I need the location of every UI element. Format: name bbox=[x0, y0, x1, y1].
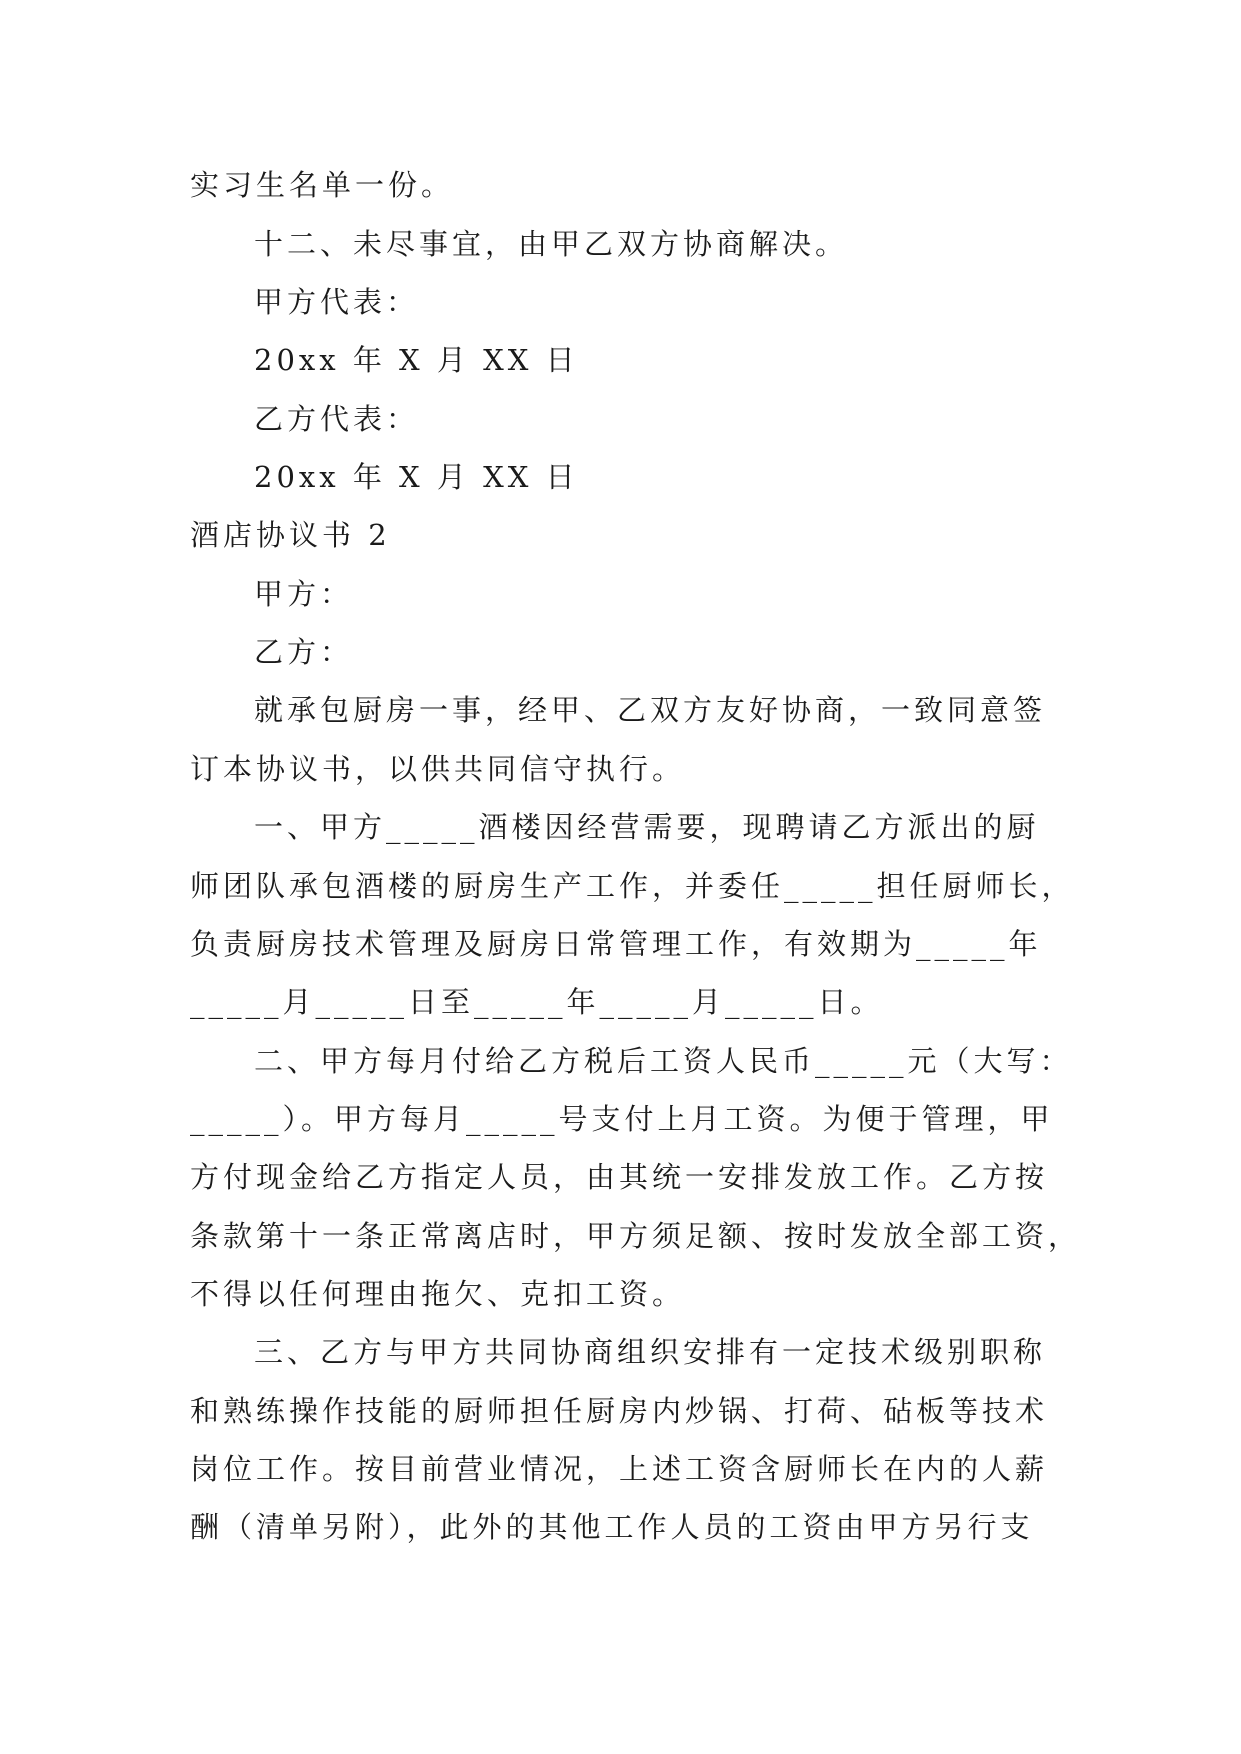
text-line-1: 实习生名单一份。 bbox=[190, 168, 455, 202]
text-line-16: 二、甲方每月付给乙方税后工资人民币_____元（大写： bbox=[254, 1044, 1073, 1078]
text-line-5: 乙方代表： bbox=[254, 402, 420, 436]
text-line-15: _____月_____日至_____年_____月_____日。 bbox=[190, 985, 884, 1019]
text-line-20: 不得以任何理由拖欠、克扣工资。 bbox=[190, 1277, 686, 1311]
text-line-11: 订本协议书，以供共同信守执行。 bbox=[190, 752, 686, 786]
text-line-8: 甲方： bbox=[254, 577, 354, 611]
text-line-24: 酬（清单另附），此外的其他工作人员的工资由甲方另行支 bbox=[190, 1510, 1034, 1544]
text-line-10: 就承包厨房一事，经甲、乙双方友好协商，一致同意签 bbox=[254, 693, 1047, 727]
text-line-6: 20xx 年 X 月 XX 日 bbox=[254, 460, 579, 494]
section-title: 酒店协议书 2 bbox=[190, 518, 391, 552]
text-line-18: 方付现金给乙方指定人员，由其统一安排发放工作。乙方按 bbox=[190, 1160, 1049, 1194]
text-line-21: 三、乙方与甲方共同协商组织安排有一定技术级别职称 bbox=[254, 1335, 1047, 1369]
text-line-14: 负责厨房技术管理及厨房日常管理工作，有效期为_____年 bbox=[190, 927, 1042, 961]
text-line-12: 一、甲方_____酒楼因经营需要，现聘请乙方派出的厨 bbox=[254, 810, 1040, 844]
text-line-3: 甲方代表： bbox=[254, 285, 420, 319]
text-line-17: _____）。甲方每月_____号支付上月工资。为便于管理，甲 bbox=[190, 1102, 1054, 1136]
text-line-4: 20xx 年 X 月 XX 日 bbox=[254, 343, 579, 377]
text-line-13: 师团队承包酒楼的厨房生产工作，并委任_____担任厨师长， bbox=[190, 869, 1075, 903]
text-line-22: 和熟练操作技能的厨师担任厨房内炒锅、打荷、砧板等技术 bbox=[190, 1394, 1049, 1428]
text-line-23: 岗位工作。按目前营业情况，上述工资含厨师长在内的人薪 bbox=[190, 1452, 1049, 1486]
text-line-19: 条款第十一条正常离店时，甲方须足额、按时发放全部工资， bbox=[190, 1219, 1082, 1253]
text-line-9: 乙方： bbox=[254, 635, 354, 669]
text-line-2: 十二、未尽事宜，由甲乙双方协商解决。 bbox=[254, 227, 849, 261]
